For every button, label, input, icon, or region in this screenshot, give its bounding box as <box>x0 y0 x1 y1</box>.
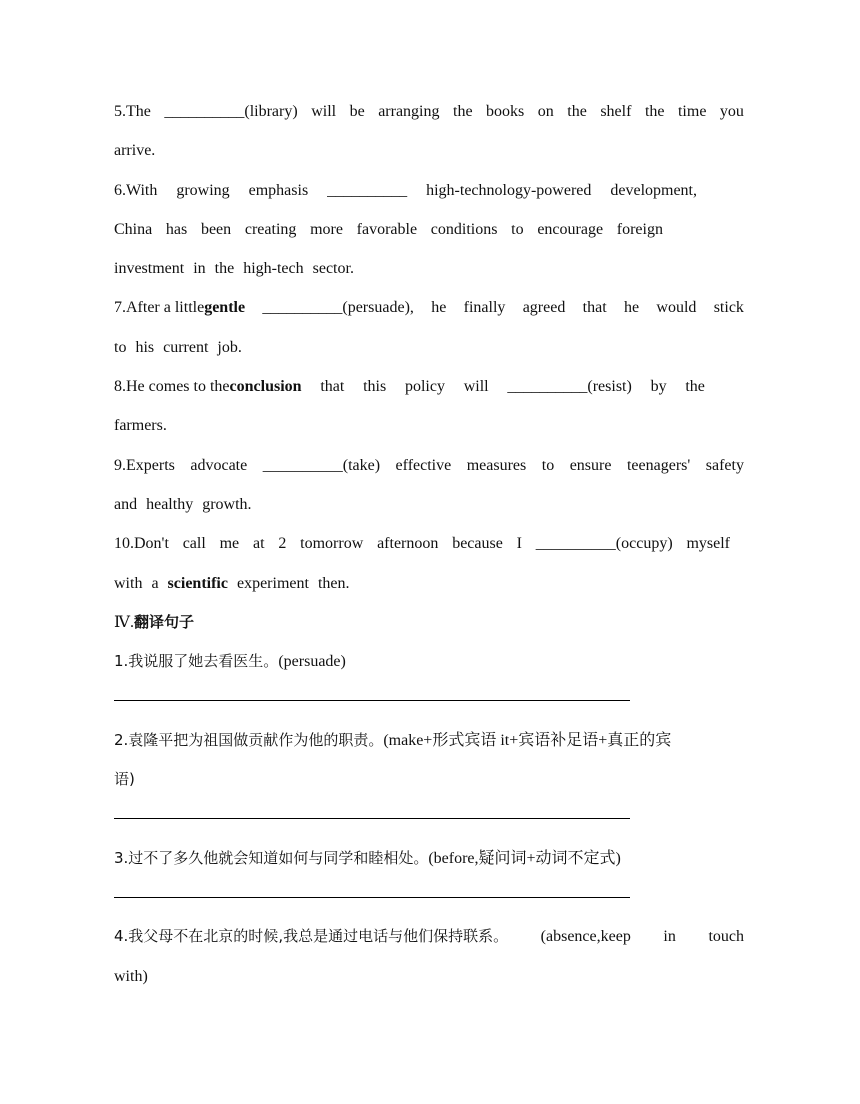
t3-answer-line[interactable] <box>114 878 744 917</box>
q6-l2-word: China <box>114 220 153 238</box>
q7-line2: to his current job. <box>114 338 242 356</box>
q5-word: the <box>567 103 587 120</box>
q5-word: will <box>311 103 337 120</box>
q8-bold-word: conclusion <box>229 378 302 396</box>
t2-answer-line[interactable] <box>114 799 744 838</box>
q9-word: __________(take) <box>262 456 381 474</box>
worksheet-page <box>114 92 744 996</box>
q10-word: because <box>452 535 503 553</box>
q10-bold-word: scientific <box>167 574 228 592</box>
q10-line2: with a scientific experiment then. <box>114 574 350 592</box>
q9-line1 <box>114 446 744 485</box>
q7-word: he <box>431 299 447 317</box>
q10-word: I <box>516 535 522 553</box>
q7-word: agreed <box>522 299 566 317</box>
q6-line2 <box>114 210 663 249</box>
section-heading <box>114 603 744 642</box>
q8-word: this <box>363 378 387 396</box>
q10-word: call <box>182 535 206 553</box>
t2-prompt-line2: 语) <box>114 770 135 789</box>
section-title: 翻译句子 <box>133 612 194 631</box>
section-numeral: Ⅳ. <box>114 613 134 631</box>
q9-word: 9.Experts <box>114 456 175 474</box>
q6-line3: investment in the high-tech sector. <box>114 260 354 278</box>
q5-word: books <box>486 103 525 120</box>
q8-line2: farmers. <box>114 417 167 435</box>
q7-word: __________(persuade), <box>262 299 414 317</box>
q6-l2-word: conditions <box>430 220 498 238</box>
q6-l1-word: growing <box>176 181 230 199</box>
q5-word: __________(library) <box>164 103 298 120</box>
q8-line1 <box>114 367 705 406</box>
q5-word: shelf <box>600 103 632 120</box>
q8-word: __________(resist) <box>507 378 632 396</box>
q6-l2-word: creating <box>244 220 297 238</box>
q5-word: 5.The <box>114 103 151 120</box>
q8-word: the <box>685 378 705 396</box>
q7-bold-word: gentle <box>204 299 246 317</box>
t1-answer-line[interactable] <box>114 681 744 720</box>
t4-word: touch <box>708 928 744 946</box>
t4-prompt-line1: 4.我父母不在北京的时候,我总是通过电话与他们保持联系。 (absence,keep in touch <box>114 917 744 956</box>
q7-word: finally <box>463 299 506 317</box>
q10-word: __________(occupy) <box>535 535 673 553</box>
q7-line1-pre: 7.After a littlegentle <box>114 299 246 317</box>
q9-word: ensure <box>569 456 612 474</box>
t4-prompt-line2: with) <box>114 967 148 985</box>
q5-word: the <box>644 103 665 120</box>
q6-l1-word: high-technology-powered <box>426 181 592 199</box>
t1-prompt: 1.我说服了她去看医生。(persuade) <box>114 652 346 671</box>
q5-word: on <box>537 103 554 120</box>
t3-prompt: 3.过不了多久他就会知道如何与同学和睦相处。(before,疑问词+动词不定式) <box>114 848 621 867</box>
q6-line1 <box>114 171 697 210</box>
q9-word: safety <box>705 456 744 474</box>
q9-word: to <box>541 456 555 474</box>
q6-l1-word: emphasis <box>248 181 309 199</box>
q5-word: be <box>349 103 365 120</box>
q6-l2-word: foreign <box>616 220 663 238</box>
q10-word: tomorrow <box>300 535 364 553</box>
q10-word: at <box>252 535 265 553</box>
q5-word: time <box>677 103 707 120</box>
q5-line2: arrive. <box>114 142 156 160</box>
q8-word: by <box>650 378 667 396</box>
q6-l1-word: 6.With <box>114 181 158 199</box>
q6-l2-word: has <box>165 220 188 238</box>
t4-word: in <box>663 928 676 946</box>
q9-word: teenagers' <box>626 456 691 474</box>
q10-word: myself <box>686 535 730 553</box>
q8-word: that <box>320 378 345 396</box>
q7-word: stick <box>713 299 744 317</box>
q6-l2-word: favorable <box>356 220 418 238</box>
q7-word: that <box>582 299 607 317</box>
q5-word: the <box>453 103 473 120</box>
q6-l2-word: to <box>511 220 524 238</box>
q6-l2-word: been <box>200 220 232 238</box>
q10-word: afternoon <box>377 535 439 553</box>
q10-word: 10.Don't <box>114 535 169 553</box>
t4-word: (absence,keep <box>540 928 631 946</box>
t2-prompt-line1: 2.袁隆平把为祖国做贡献作为他的职责。(make+形式宾语 it+宾语补足语+真正的宾 <box>114 730 672 749</box>
q8-word: will <box>463 378 489 396</box>
q7-line1 <box>114 288 744 327</box>
q6-l1-word: __________ <box>327 181 408 199</box>
q9-word: effective <box>395 456 452 474</box>
q6-l1-word: development, <box>610 181 697 199</box>
q10-line1 <box>114 524 730 563</box>
q5-word: arranging <box>378 103 440 120</box>
q8-line1-pre: 8.He comes to theconclusion <box>114 378 302 396</box>
q7-word: he <box>623 299 640 317</box>
q10-word: 2 <box>278 535 287 553</box>
q5-line1 <box>114 92 744 131</box>
q8-word: policy <box>404 378 445 396</box>
q9-word: advocate <box>190 456 248 474</box>
q7-word: would <box>656 299 697 317</box>
q6-l2-word: encourage <box>537 220 604 238</box>
q10-word: me <box>219 535 240 553</box>
q9-line2: and healthy growth. <box>114 495 252 513</box>
q6-l2-word: more <box>310 220 343 238</box>
q5-word: you <box>719 103 744 120</box>
q9-word: measures <box>466 456 527 474</box>
